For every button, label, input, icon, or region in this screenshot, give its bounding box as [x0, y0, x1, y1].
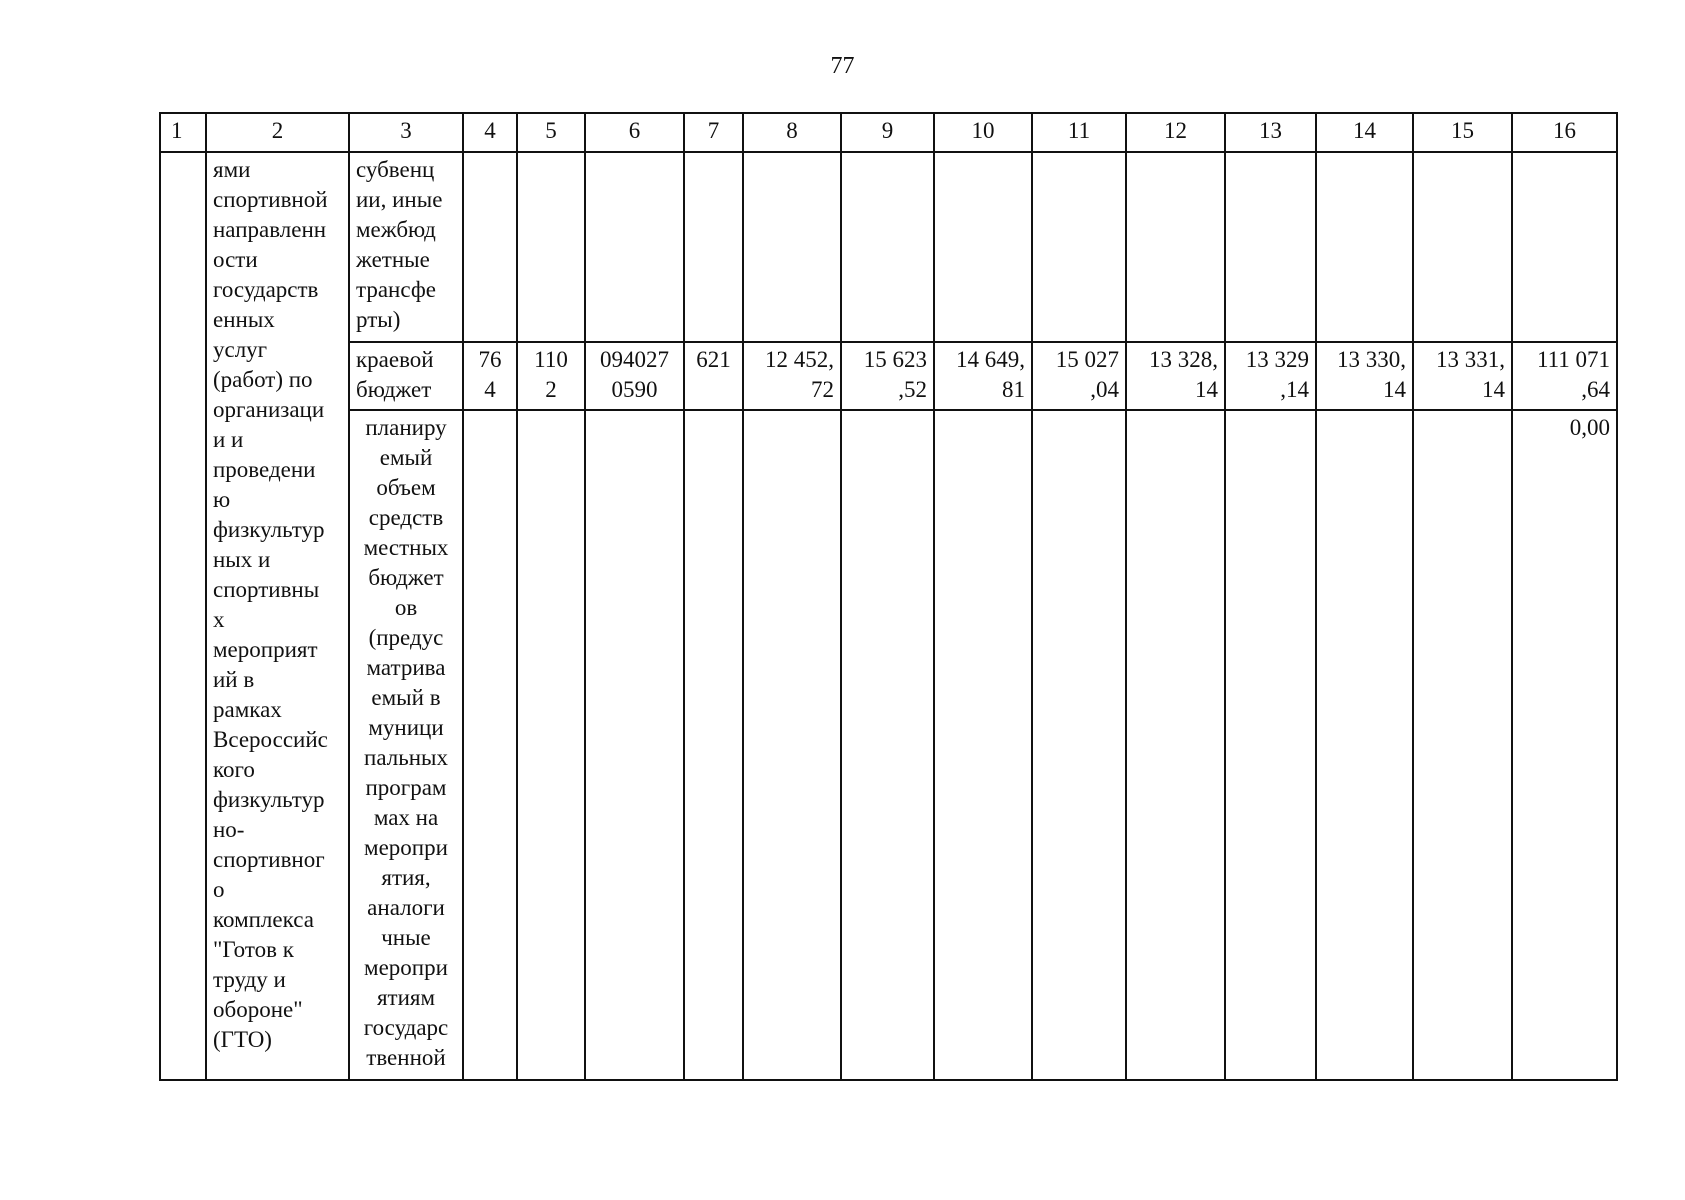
- header-cell-14: 14: [1316, 113, 1413, 152]
- header-cell-11: 11: [1032, 113, 1126, 152]
- cell-empty: [463, 152, 517, 342]
- cell-empty: [743, 410, 841, 1080]
- table-row-planned: [160, 410, 1617, 1080]
- cell-empty: [1126, 152, 1225, 342]
- cell-empty: [517, 410, 585, 1080]
- header-cell-10: 10: [934, 113, 1032, 152]
- cell-empty: [841, 152, 934, 342]
- col8-value: 12 452, 72: [743, 342, 841, 410]
- cell-empty: [1126, 410, 1225, 1080]
- header-cell-4: 4: [463, 113, 517, 152]
- cell-empty: [517, 152, 585, 342]
- cell-empty: [684, 152, 743, 342]
- cell-empty: [463, 410, 517, 1080]
- col4-value: 76 4: [463, 342, 517, 410]
- col11-value: 15 027 ,04: [1032, 342, 1126, 410]
- header-cell-7: 7: [684, 113, 743, 152]
- col16-value: 111 071 ,64: [1512, 342, 1617, 410]
- cell-empty: [743, 152, 841, 342]
- col14-value: 13 330, 14: [1316, 342, 1413, 410]
- col3-subvention-text: субвенц ии, иные межбюд жетные трансфе рты): [349, 152, 463, 342]
- header-cell-8: 8: [743, 113, 841, 152]
- header-cell-15: 15: [1413, 113, 1512, 152]
- cell-empty: [1316, 152, 1413, 342]
- budget-table: [159, 112, 1618, 1081]
- header-cell-2: 2: [206, 113, 349, 152]
- col7-value: 621: [684, 342, 743, 410]
- col1-cell: [160, 152, 206, 1080]
- header-cell-13: 13: [1225, 113, 1316, 152]
- table-row-kraevoy: [160, 342, 1617, 410]
- cell-empty: [1225, 152, 1316, 342]
- header-cell-12: 12: [1126, 113, 1225, 152]
- cell-empty: [934, 152, 1032, 342]
- cell-empty: [1413, 152, 1512, 342]
- header-cell-3: 3: [349, 113, 463, 152]
- col12-value: 13 328, 14: [1126, 342, 1225, 410]
- table-row-subvention: [160, 152, 1617, 342]
- cell-empty: [1413, 410, 1512, 1080]
- col6-value: 094027 0590: [585, 342, 684, 410]
- cell-empty: [934, 410, 1032, 1080]
- cell-empty: [585, 410, 684, 1080]
- cell-empty: [1512, 152, 1617, 342]
- col15-value: 13 331, 14: [1413, 342, 1512, 410]
- col9-value: 15 623 ,52: [841, 342, 934, 410]
- col2-description: ями спортивной направленн ости государств енных услуг (работ) по организаци и и проведени ю физкультур ных и спортивны х мероприят ий в рамках Всероссийс кого физкультур но- спортивног о комплекса "Готов к труду и обороне" (ГТО): [206, 152, 349, 1080]
- cell-empty: [1032, 410, 1126, 1080]
- col3-planned-text: планиру емый объем средств местных бюджет ов (предус матрива емый в муници пальных програм мах на меропри ятия, аналоги чные меропри ятиям государс твенной: [349, 410, 463, 1080]
- header-cell-9: 9: [841, 113, 934, 152]
- header-cell-6: 6: [585, 113, 684, 152]
- cell-empty: [1316, 410, 1413, 1080]
- cell-empty: [684, 410, 743, 1080]
- header-cell-1: 1: [160, 113, 206, 152]
- header-row: [160, 113, 1617, 152]
- header-cell-5: 5: [517, 113, 585, 152]
- cell-empty: [585, 152, 684, 342]
- cell-empty: [1032, 152, 1126, 342]
- page-number: 77: [830, 53, 855, 79]
- col3-kraevoy-text: краевой бюджет: [349, 342, 463, 410]
- col10-value: 14 649, 81: [934, 342, 1032, 410]
- cell-empty: [1225, 410, 1316, 1080]
- cell-empty: [841, 410, 934, 1080]
- header-cell-16: 16: [1512, 113, 1617, 152]
- col13-value: 13 329 ,14: [1225, 342, 1316, 410]
- col16-planned-value: 0,00: [1512, 410, 1617, 1080]
- col5-value: 110 2: [517, 342, 585, 410]
